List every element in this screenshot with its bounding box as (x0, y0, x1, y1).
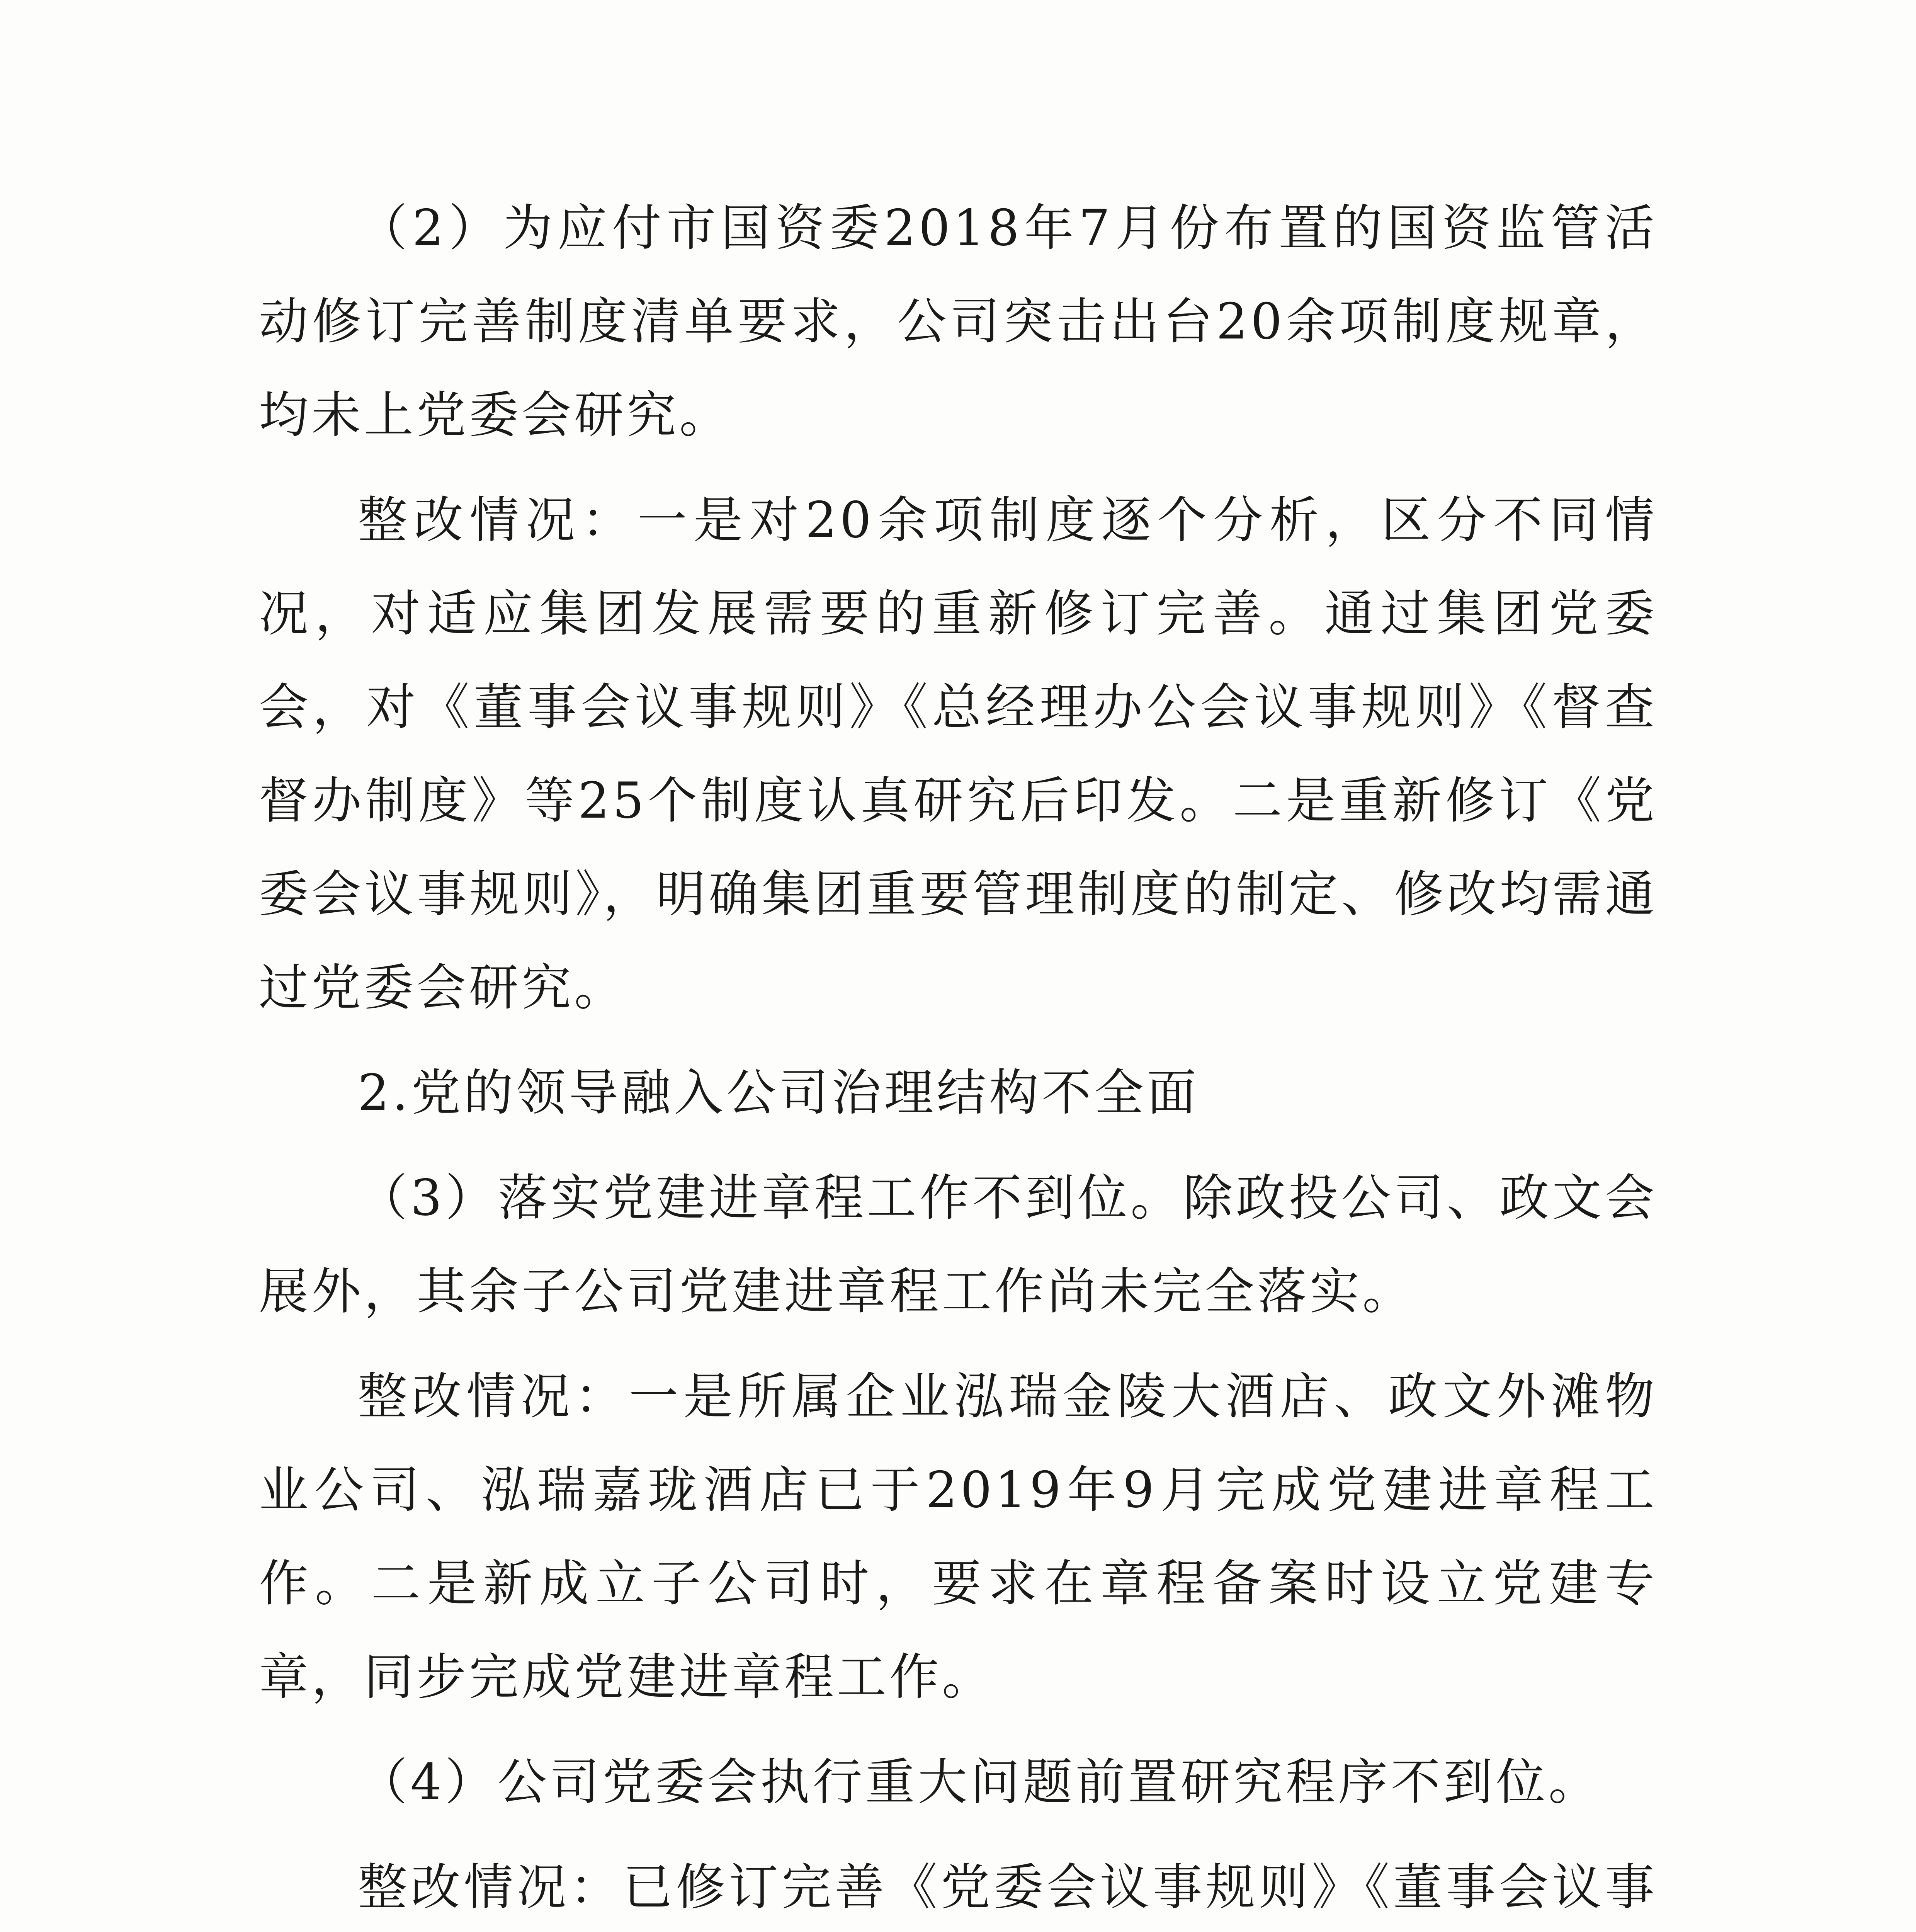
paragraph-rectification-2: 整改情况：一是所属企业泓瑞金陵大酒店、政文外滩物业公司、泓瑞嘉珑酒店已于2019年9月完成党建进章程工作。二是新成立子公司时，要求在章程备案时设立党建专章，同步完成党建进章程工作。 (259, 1368, 1658, 1706)
paragraph-item-2: （2）为应付市国资委2018年7月份布置的国资监管活动修订完善制度清单要求，公司突击出台20余项制度规章，均未上党委会研究。 (259, 199, 1658, 444)
paragraph-rectification-1: 整改情况：一是对20余项制度逐个分析，区分不同情况，对适应集团发展需要的重新修订完善。通过集团党委会，对《董事会议事规则》《总经理办公会议事规则》《督查督办制度》等25个制度认真研究后印发。二是重新修订《党委会议事规则》，明确集团重要管理制度的制定、修改均需通过党委会研究。 (259, 492, 1658, 1017)
paragraph-rectification-3: 整改情况：已修订完善《党委会议事规则》《董事会议事 (358, 1859, 1658, 1916)
section-heading-2: 2.党的领导融入公司治理结构不全面 (358, 1064, 1200, 1122)
paragraph-item-3: （3）落实党建进章程工作不到位。除政投公司、政文会展外，其余子公司党建进章程工作尚未完全落实。 (259, 1169, 1658, 1320)
document-body (259, 182, 1658, 1932)
paragraph-item-4: （4）公司党委会执行重大问题前置研究程序不到位。 (358, 1753, 1601, 1811)
